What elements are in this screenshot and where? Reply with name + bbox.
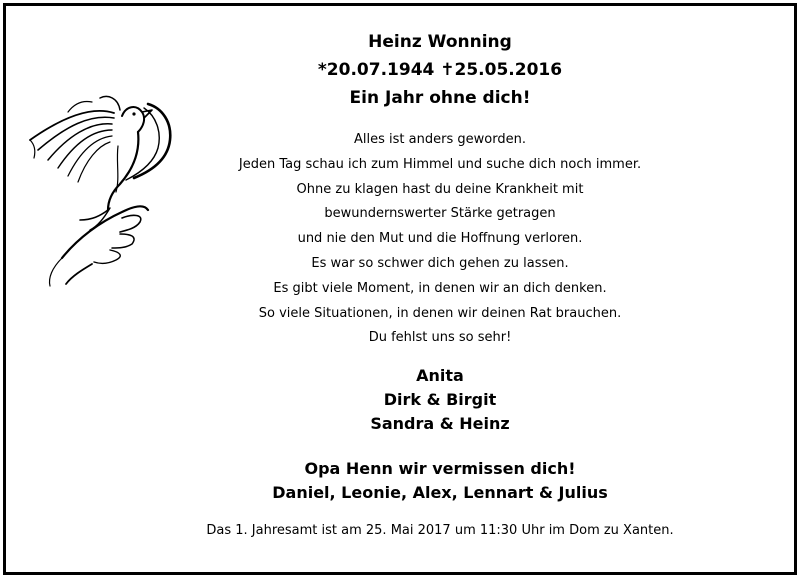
family-name: Anita: [416, 366, 464, 386]
poem-line: und nie den Mut und die Hoffnung verloren.: [297, 231, 583, 247]
poem-line: So viele Situationen, in denen wir deinen Rat brauchen.: [258, 305, 622, 321]
poem: [190, 128, 690, 351]
grandchildren-names: Daniel, Leonie, Alex, Lennart & Julius: [272, 483, 608, 503]
grandchildren-message: [190, 457, 690, 505]
poem-line: bewundernswerter Stärke getragen: [324, 206, 556, 222]
poem-line: Es gibt viele Moment, in denen wir an dich denken.: [273, 280, 607, 296]
family-signatures: [190, 364, 690, 436]
memorial-content: [190, 28, 690, 541]
deceased-name: Heinz Wonning: [368, 32, 512, 52]
poem-line: Jeden Tag schau ich zum Himmel und suche dich noch immer.: [238, 156, 642, 172]
poem-line: Alles ist anders geworden.: [354, 132, 526, 147]
family-name: Sandra & Heinz: [370, 414, 510, 434]
grandchildren-line: Opa Henn wir vermissen dich!: [304, 459, 576, 479]
poem-line: Es war so schwer dich gehen zu lassen.: [311, 255, 569, 271]
service-notice: Das 1. Jahresamt ist am 25. Mai 2017 um 11:30 Uhr im Dom zu Xanten.: [206, 523, 674, 539]
memorial-subtitle: Ein Jahr ohne dich!: [349, 88, 531, 108]
dove-on-hand-icon: [22, 88, 182, 288]
poem-line: Ohne zu klagen hast du deine Krankheit mit: [296, 181, 584, 197]
poem-line: Du fehlst uns so sehr!: [368, 330, 512, 346]
family-name: Dirk & Birgit: [383, 390, 497, 410]
life-dates: *20.07.1944 ✝25.05.2016: [317, 60, 563, 80]
